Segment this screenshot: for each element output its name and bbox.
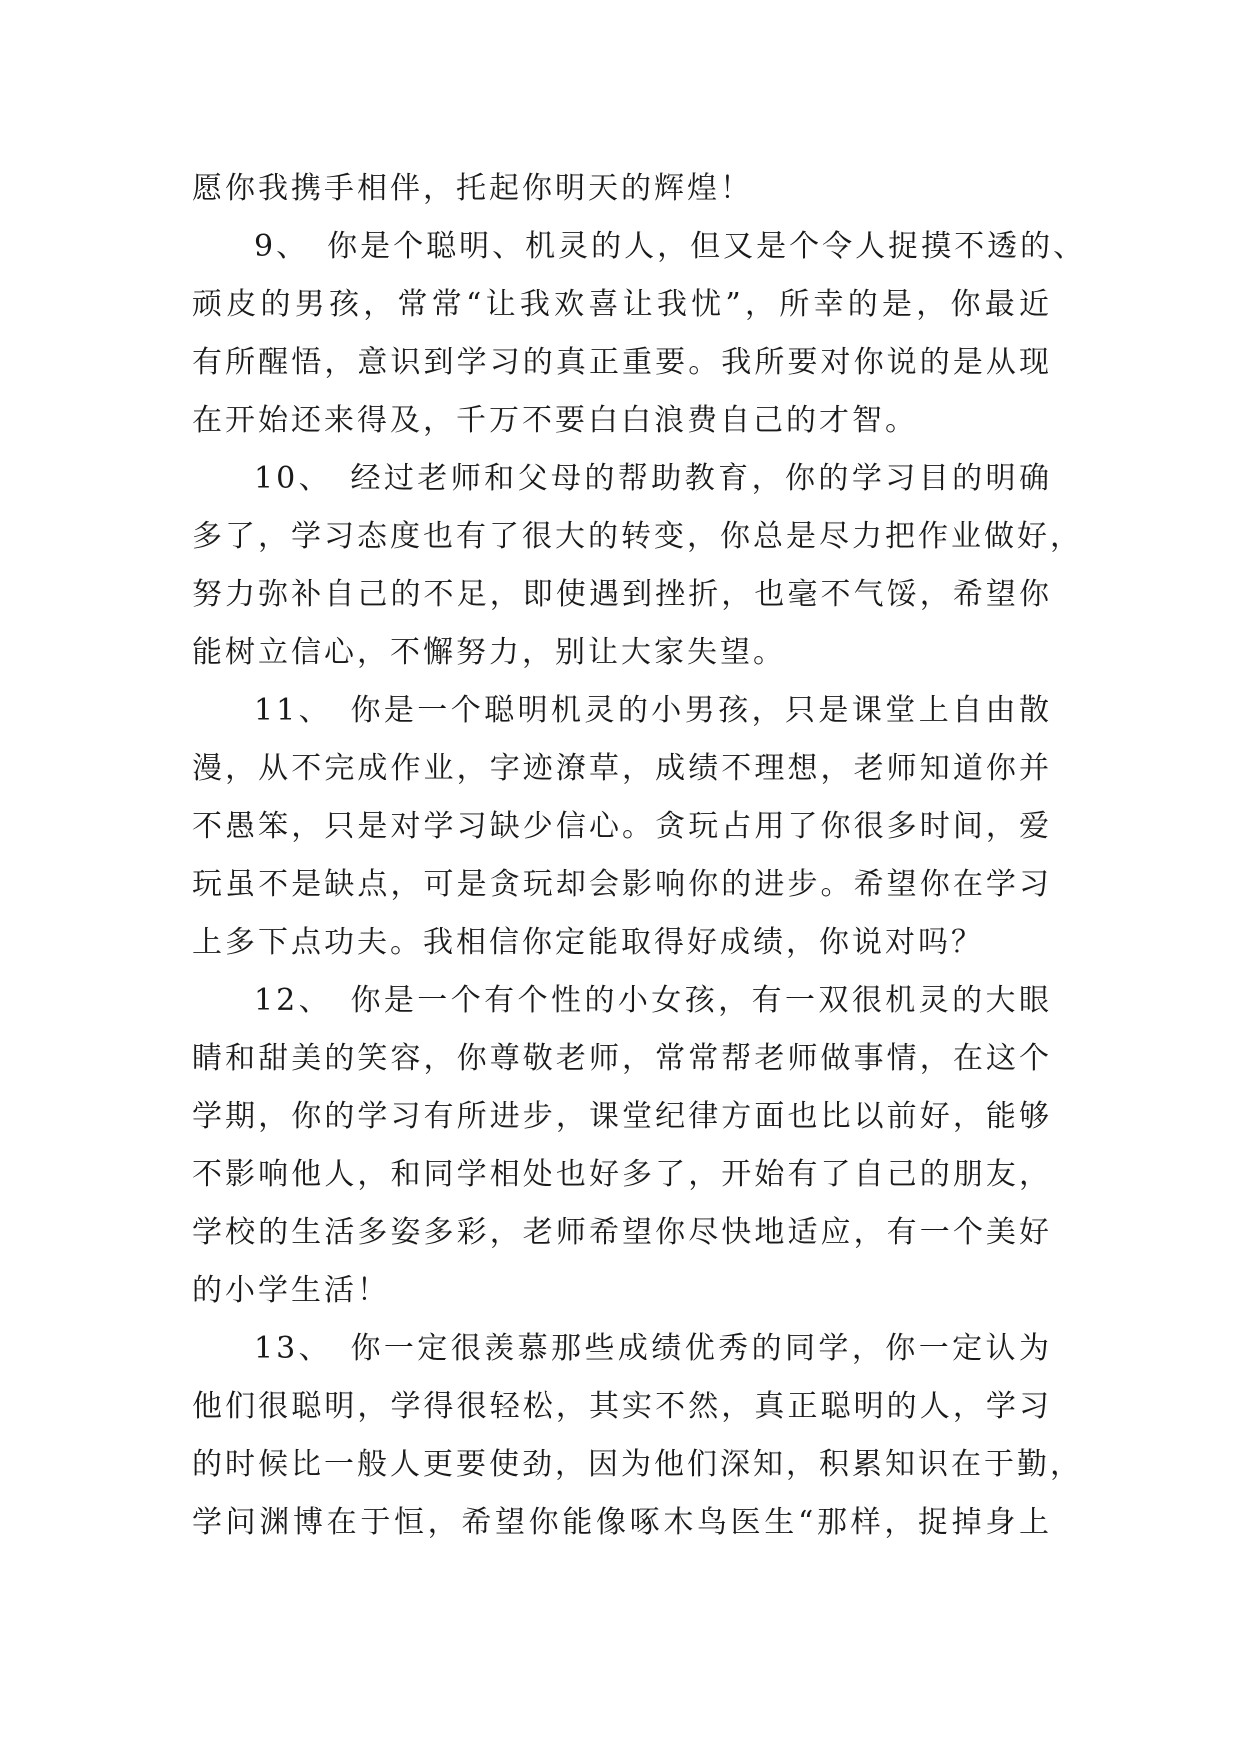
text-line: 能树立信心，不懈努力，别让大家失望。	[192, 635, 786, 670]
text-line: 学期，你的学习有所进步，课堂纪律方面也比以前好，能够	[192, 1099, 1052, 1134]
document-page	[192, 160, 1087, 1552]
text-line: 不愚笨，只是对学习缺少信心。贪玩占用了你很多时间，爱	[192, 809, 1052, 844]
text-line: 努力弥补自己的不足，即使遇到挫折，也毫不气馁，希望你	[192, 577, 1052, 612]
text-line: 愿你我携手相伴，托起你明天的辉煌！	[192, 171, 753, 206]
text-line: 的小学生活！	[192, 1273, 390, 1308]
paragraph-11-start: 11、 你是一个聪明机灵的小男孩，只是课堂上自由散	[254, 693, 1052, 728]
paragraph-10-start: 10、 经过老师和父母的帮助教育，你的学习目的明确	[254, 461, 1052, 496]
text-line: 的时候比一般人更要使劲，因为他们深知，积累知识在于勤，	[192, 1447, 1083, 1482]
text-line: 在开始还来得及，千万不要白白浪费自己的才智。	[192, 403, 918, 438]
paragraph-13-start: 13、 你一定很羡慕那些成绩优秀的同学，你一定认为	[254, 1331, 1052, 1366]
text-line: 漫，从不完成作业，字迹潦草，成绩不理想，老师知道你并	[192, 751, 1052, 786]
paragraph-9-start: 9、 你是个聪明、机灵的人，但又是个令人捉摸不透的、	[254, 229, 1087, 264]
text-line: 不影响他人，和同学相处也好多了，开始有了自己的朋友，	[192, 1157, 1052, 1192]
paragraph-12-start: 12、 你是一个有个性的小女孩，有一双很机灵的大眼	[254, 983, 1052, 1018]
text-line: 玩虽不是缺点，可是贪玩却会影响你的进步。希望你在学习	[192, 867, 1052, 902]
text-line: 有所醒悟，意识到学习的真正重要。我所要对你说的是从现	[192, 345, 1052, 380]
text-line: 他们很聪明，学得很轻松，其实不然，真正聪明的人，学习	[192, 1389, 1052, 1424]
text-line: 睛和甜美的笑容，你尊敬老师，常常帮老师做事情，在这个	[192, 1041, 1052, 1076]
text-line: 上多下点功夫。我相信你定能取得好成绩，你说对吗？	[192, 925, 984, 960]
text-line: 学校的生活多姿多彩，老师希望你尽快地适应，有一个美好	[192, 1215, 1052, 1250]
text-line: 顽皮的男孩，常常“让我欢喜让我忧”，所幸的是，你最近	[192, 287, 1052, 322]
text-line: 多了，学习态度也有了很大的转变，你总是尽力把作业做好，	[192, 519, 1083, 554]
text-line: 学问渊博在于恒，希望你能像啄木鸟医生“那样，捉掉身上	[192, 1505, 1052, 1540]
